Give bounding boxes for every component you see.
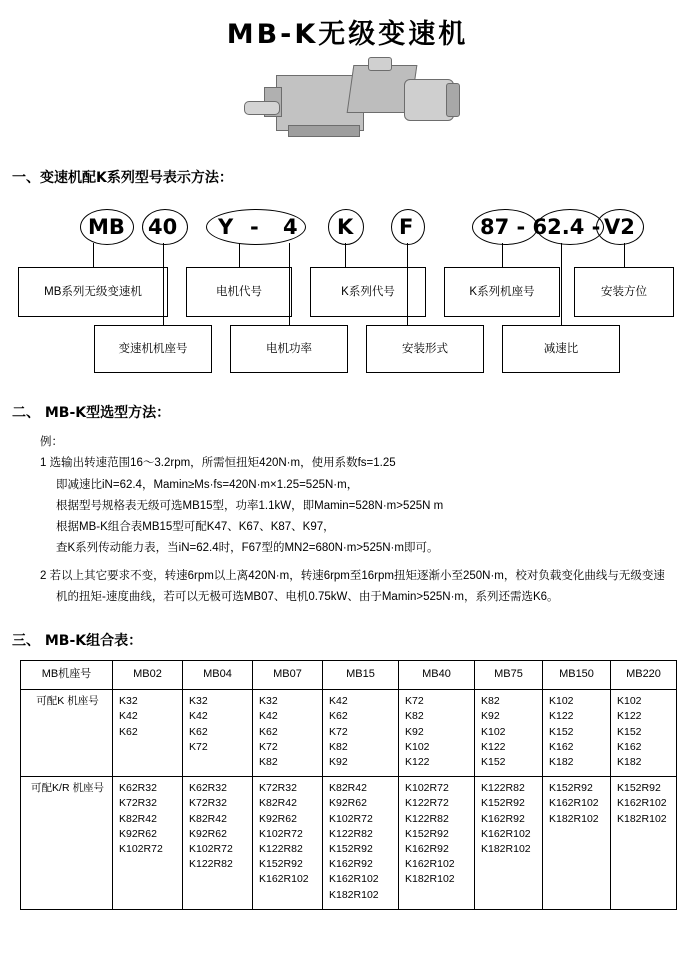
cell-k-mb15 [323,690,399,777]
table-cell-line: K102 [549,695,574,708]
selection-line-1: 1 选输出转速范围16～3.2rpm，所需恒扭矩420N·m，使用系数fs=1.25 [40,457,396,470]
circle-40 [142,209,188,245]
table-col-mb04: MB04 [183,661,253,690]
table-cell-line: K162R102 [617,797,667,810]
row-header-kr-line2: 机座号 [72,782,104,795]
row-header-k [21,690,113,777]
row-header-kr-line1: 可配K/R [31,782,70,795]
code-token-mb: MB [88,215,125,239]
selection-line-4: 根据MB-K组合表MB15型可配K47、K67、K87、K97， [56,521,335,534]
connector-frame-no [163,243,164,325]
table-col-mb02: MB02 [113,661,183,690]
table-cell-line: K182R102 [481,843,531,856]
table-row [21,777,677,910]
table-cell-line: K162R102 [405,858,455,871]
selection-line-3: 根据型号规格表无级可选MB15型，功率1.1kW，即Mamin=528N·m>525N m [56,499,444,512]
connector-motor [239,243,240,267]
table-row [21,690,677,777]
selection-line-6: 2 若以上其它要求不变，转速6rpm以上离420N·m，转速6rpm至16rpm扭矩逐渐小至250N·m，校对负载变化曲线与无级变速 [40,569,665,582]
table-cell-line: K122R72 [405,797,449,810]
cell-k-mb04 [183,690,253,777]
table-cell-line: K162 [617,740,642,753]
code-token-f: F [399,215,414,239]
table-cell-line: K92R62 [189,827,227,840]
table-cell-line: K72R32 [189,797,227,810]
table-cell-line: K102R72 [189,843,233,856]
table-col-mb40: MB40 [399,661,475,690]
table-corner-header: MB机座号 [21,661,113,690]
table-cell-line: K122R82 [405,812,449,825]
table-cell-line: K162R92 [405,843,449,856]
section-3-heading: 三、 MB-K组合表： [12,633,143,650]
table-cell-line: K62 [259,725,278,738]
connector-mb [93,243,94,267]
table-cell-line: K72 [405,695,424,708]
table-cell-line: K182R102 [329,888,379,901]
circle-v2 [596,209,644,245]
table-cell-line: K152R92 [329,843,373,856]
table-cell-line: K122R82 [329,827,373,840]
row-header-k-line2: 机座号 [67,695,99,708]
table-cell-line: K92 [329,755,348,768]
table-cell-line: K122 [549,710,574,723]
table-cell-line: K62R32 [119,782,157,795]
cell-k-mb220 [611,690,677,777]
code-token-k: K [337,215,354,239]
table-cell-line: K182R102 [549,812,599,825]
section-2-heading: 二、 MB-K型选型方法： [12,405,171,421]
table-col-mb07: MB07 [253,661,323,690]
table-cell-line: K162R92 [481,812,525,825]
table-col-mb75: MB75 [475,661,543,690]
table-cell-line: K32 [189,695,208,708]
table-cell-line: K182 [617,755,642,768]
code-token-40: 40 [148,215,178,239]
table-cell-line: K82R42 [119,812,157,825]
table-cell-line: K42 [259,710,278,723]
code-token-v2: V2 [604,215,635,239]
table-cell-line: K122R82 [259,843,303,856]
code-box-motor-power: 电机功率 [230,325,348,373]
table-cell-line: K122R82 [189,858,233,871]
table-cell-line: K152 [549,725,574,738]
circle-87 [472,209,538,245]
cell-k-mb40 [399,690,475,777]
table-cell-line: K92R62 [329,797,367,810]
table-cell-line: K72R32 [119,797,157,810]
cell-kr-mb150 [543,777,611,910]
page [0,12,695,960]
selection-line-5: 查K系列传动能力表，当iN=62.4时，F67型的MN2=680N·m>525N·m即可。 [56,542,439,555]
table-cell-line: K152R92 [549,782,593,795]
page-title: MB-K无级变速机 [226,19,469,50]
table-cell-line: K92R62 [119,827,157,840]
table-cell-line: K102 [617,695,642,708]
code-box-motor-code: 电机代号 [186,267,292,317]
example-label: 例： [40,436,63,448]
table-cell-line: K42 [329,695,348,708]
table-col-mb15: MB15 [323,661,399,690]
table-cell-line: K162 [549,740,574,753]
cell-kr-mb15 [323,777,399,910]
connector-frame [502,243,503,267]
code-token-ratio: 87 - 62.4 - [480,215,601,239]
table-cell-line: K32 [259,695,278,708]
table-cell-line: K42 [189,710,208,723]
table-cell-line: K62 [119,725,138,738]
selection-method-text [40,432,695,608]
table-cell-line: K82R42 [259,797,297,810]
table-cell-line: K72 [259,740,278,753]
code-box-reduction-ratio: 减速比 [502,325,620,373]
table-cell-line: K102R72 [329,812,373,825]
table-cell-line: K72R32 [259,782,297,795]
table-cell-line: K182R102 [405,873,455,886]
table-cell-line: K82 [481,695,500,708]
code-token-dash: - [250,215,259,239]
table-cell-line: K162R92 [329,858,373,871]
table-cell-line: K62 [329,710,348,723]
table-cell-line: K182 [549,755,574,768]
product-image [228,57,468,145]
code-box-speed-frame-no: 变速机机座号 [94,325,212,373]
table-cell-line: K122 [481,740,506,753]
table-cell-line: K82R42 [329,782,367,795]
table-cell-line: K92 [481,710,500,723]
connector-mount-form [407,243,408,325]
cell-k-mb150 [543,690,611,777]
table-cell-line: K152R92 [405,827,449,840]
table-cell-line: K72 [189,740,208,753]
table-cell-line: K102 [481,725,506,738]
code-token-4: 4 [283,215,298,239]
table-cell-line: K162R102 [549,797,599,810]
table-cell-line: K102R72 [259,827,303,840]
table-cell-line: K32 [119,695,138,708]
table-col-mb150: MB150 [543,661,611,690]
table-cell-line: K92R62 [259,812,297,825]
cell-k-mb07 [253,690,323,777]
code-box-k-series: K系列代号 [310,267,426,317]
table-cell-line: K122 [617,710,642,723]
code-box-k-frame: K系列机座号 [444,267,560,317]
table-cell-line: K152R92 [617,782,661,795]
code-box-mount-position: 安装方位 [574,267,674,317]
code-box-mount-form: 安装形式 [366,325,484,373]
cell-kr-mb07 [253,777,323,910]
selection-line-2: 即减速比iN=62.4，Mamin≥Ms·fs=420N·m×1.25=525N·m， [56,478,359,491]
circle-motor-code [206,209,306,245]
table-cell-line: K152R92 [481,797,525,810]
table-cell-line: K162R102 [329,873,379,886]
table-cell-line: K102 [405,740,430,753]
row-header-k-line1: 可配K [36,695,65,708]
table-cell-line: K82 [259,755,278,768]
table-cell-line: K102R72 [405,782,449,795]
connector-k [345,243,346,267]
cell-kr-mb220 [611,777,677,910]
table-cell-line: K102R72 [119,843,163,856]
table-cell-line: K82 [329,740,348,753]
table-cell-line: K42 [119,710,138,723]
code-box-mb-series: MB系列无级变速机 [18,267,168,317]
table-cell-line: K152 [481,755,506,768]
table-cell-line: K82 [405,710,424,723]
combination-table-wrapper [20,660,676,910]
cell-kr-mb40 [399,777,475,910]
combination-table [20,660,677,910]
table-cell-line: K152R92 [259,858,303,871]
circle-62-4 [536,209,604,245]
table-cell-line: K92 [405,725,424,738]
table-cell-line: K182R102 [617,812,667,825]
table-cell-line: K152 [617,725,642,738]
table-cell-line: K122 [405,755,430,768]
table-cell-line: K162R102 [481,827,531,840]
selection-line-7: 机的扭矩-速度曲线，若可以无极可选MB07、电机0.75kW、由于Mamin>525N·m，系列还需选K6。 [56,590,559,603]
cell-k-mb75 [475,690,543,777]
code-token-y: Y [218,215,234,239]
table-cell-line: K62R32 [189,782,227,795]
table-header-row [21,661,677,690]
table-cell-line: K122R82 [481,782,525,795]
cell-kr-mb02 [113,777,183,910]
table-col-mb220: MB220 [611,661,677,690]
cell-kr-mb75 [475,777,543,910]
table-cell-line: K82R42 [189,812,227,825]
connector-ratio [561,243,562,325]
cell-k-mb02 [113,690,183,777]
circle-k [328,209,364,245]
model-code-diagram [0,201,695,376]
table-cell-line: K162R102 [259,873,309,886]
table-cell-line: K72 [329,725,348,738]
connector-v2 [624,243,625,267]
circle-f [391,209,425,245]
circle-mb [80,209,134,245]
cell-kr-mb04 [183,777,253,910]
table-cell-line: K62 [189,725,208,738]
row-header-kr [21,777,113,910]
connector-power [289,243,290,325]
section-1-heading: 一、变速机配K系列型号表示方法： [12,170,233,186]
